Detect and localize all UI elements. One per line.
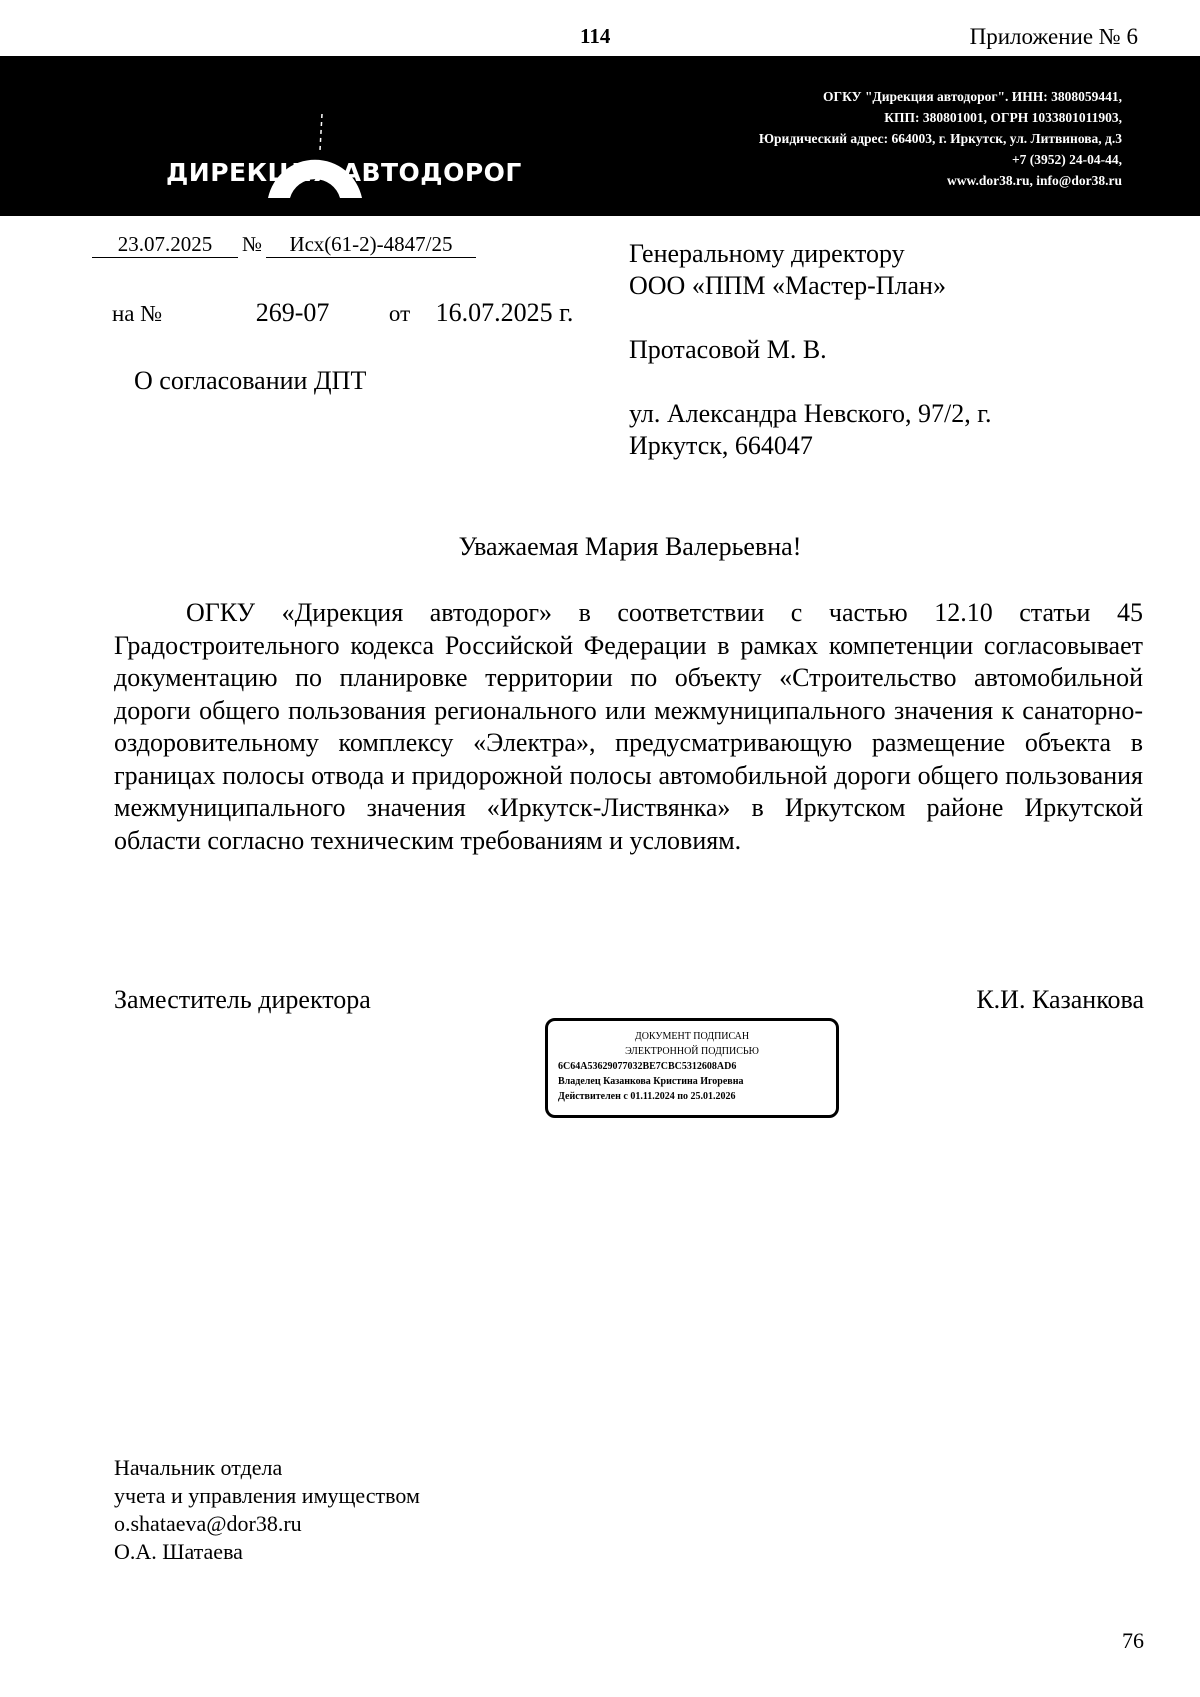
org-line: КПП: 380801001, ОГРН 1033801011903, (884, 110, 1122, 125)
logo-text: ДИРЕКЦИЯ АВТОДОРОГ (166, 158, 522, 187)
page-number-top: 114 (580, 24, 611, 48)
stamp-header: ЭЛЕКТРОННОЙ ПОДПИСЬЮ (625, 1046, 759, 1057)
addressee-line: Генеральному директору (629, 239, 905, 268)
letter-subject: О согласовании ДПТ (134, 366, 367, 395)
page-number-bottom: 76 (1122, 1628, 1144, 1653)
executor-name: О.А. Шатаева (114, 1539, 243, 1564)
signatory-name: К.И. Казанкова (976, 985, 1144, 1014)
signatory-title: Заместитель директора (114, 985, 371, 1014)
outgoing-reference (92, 232, 476, 258)
appendix-label: Приложение № 6 (969, 24, 1138, 49)
addressee-line: ул. Александра Невского, 97/2, г. (629, 399, 992, 428)
document-number: Исх(61-2)-4847/25 (266, 232, 476, 258)
reply-number: 269-07 (255, 298, 330, 327)
electronic-signature-stamp (545, 1018, 839, 1118)
organization-details (759, 86, 1122, 191)
salutation: Уважаемая Мария Валерьевна! (458, 532, 802, 561)
letterhead-banner (0, 56, 1200, 216)
in-reply-reference (112, 298, 573, 328)
addressee-line: ООО «ППМ «Мастер-План» (629, 271, 946, 300)
stamp-validity: Действителен с 01.11.2024 по 25.01.2026 (558, 1091, 736, 1102)
addressee-spacer (629, 366, 991, 398)
org-line: www.dor38.ru, info@dor38.ru (947, 173, 1122, 188)
addressee-block (629, 238, 991, 462)
stamp-header: ДОКУМЕНТ ПОДПИСАН (634, 1031, 750, 1042)
reply-from-label: от (388, 301, 411, 326)
addressee-line: Протасовой М. В. (629, 335, 827, 364)
executor-email: o.shataeva@dor38.ru (114, 1511, 302, 1536)
letter-body: ОГКУ «Дирекция автодорог» в соответствии с частью 12.10 статьи 45 Градостроительного кодекса Российской Федерации в рамках компетенции согласовывает документацию по планировке территории по объекту «Строительство автомобильной дороги общего пользования регионального или межмуниципального значения к санаторно-оздоровительному комплексу «Электра», предусматривающую размещение объекта в границах полосы отвода и придорожной полосы автомобильной дороги общего пользования межмуниципального значения «Иркутск-Листвянка» в Иркутском районе Иркутской области согласно техническим требованиям и условиям. (114, 598, 1143, 855)
number-label: № (241, 232, 263, 256)
org-line: +7 (3952) 24-04-44, (1011, 152, 1122, 167)
stamp-certificate: 6C64A53629077032BE7CBC5312608AD6 (558, 1061, 737, 1072)
org-line: Юридический адрес: 664003, г. Иркутск, ул. Литвинова, д.3 (758, 131, 1122, 146)
reply-label: на № (112, 301, 163, 326)
executor-block (114, 1454, 420, 1566)
org-line: ОГКУ "Дирекция автодорог". ИНН: 3808059441, (823, 89, 1122, 104)
addressee-line: Иркутск, 664047 (629, 431, 813, 460)
reply-date: 16.07.2025 г. (435, 298, 574, 327)
executor-position: Начальник отдела (114, 1455, 283, 1480)
executor-position: учета и управления имуществом (114, 1483, 420, 1508)
addressee-spacer (629, 302, 991, 334)
stamp-owner: Владелец Казанкова Кристина Игоревна (558, 1076, 744, 1087)
document-date: 23.07.2025 (92, 232, 238, 258)
